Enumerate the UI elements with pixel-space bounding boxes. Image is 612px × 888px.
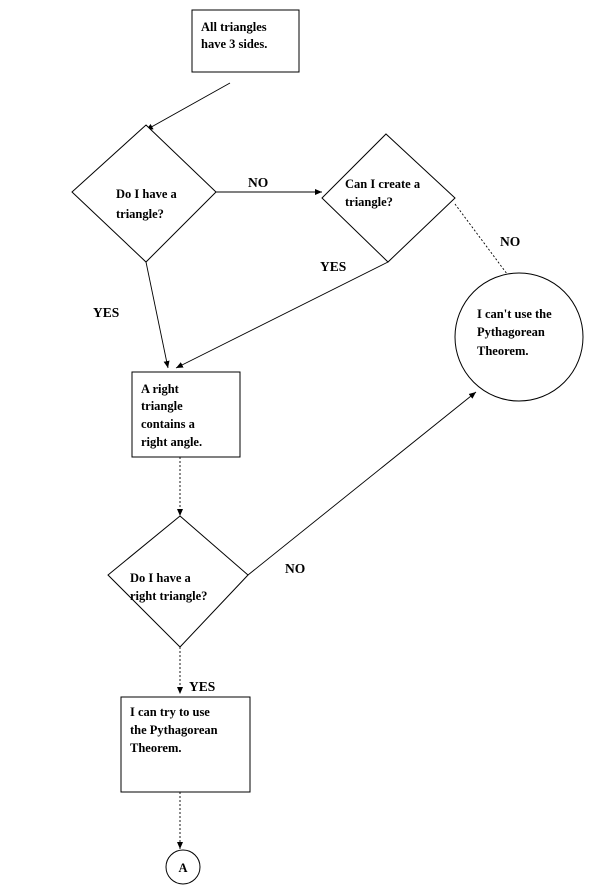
connector-a-label: A	[178, 861, 188, 875]
decision-have-triangle-line-2: triangle?	[116, 207, 164, 221]
terminal-cant-use-line-1: I can't use the	[477, 307, 552, 321]
connector-a	[166, 850, 200, 884]
decision-have-right-triangle-line-1: Do I have a	[130, 571, 191, 585]
terminal-cant-use-line-2: Pythagorean	[477, 325, 545, 339]
edge-label-yes-from-create: YES	[320, 259, 347, 274]
node-try-use-line-1: I can try to use	[130, 705, 210, 719]
edge-label-no-to-create: NO	[248, 175, 269, 190]
decision-have-triangle-line-1: Do I have a	[116, 187, 177, 201]
node-right-angle-line-3: contains a	[141, 417, 195, 431]
node-start-line-2: have 3 sides.	[201, 37, 268, 51]
node-right-angle	[132, 372, 240, 457]
decision-create-triangle-line-1: Can I create a	[345, 177, 421, 191]
node-start-line-1: All triangles	[201, 20, 267, 34]
decision-have-right-triangle-line-2: right triangle?	[130, 589, 208, 603]
edge-label-yes-from-right: YES	[189, 679, 216, 694]
node-try-use-line-3: Theorem.	[130, 741, 182, 755]
node-right-angle-line-4: right angle.	[141, 435, 203, 449]
edge-create-to-right-angle	[176, 262, 388, 368]
edge-label-no-to-cant: NO	[500, 234, 521, 249]
node-start	[192, 10, 299, 72]
edge-have-to-right-angle	[146, 262, 168, 368]
terminal-cant-use	[455, 273, 583, 401]
node-try-use	[121, 697, 250, 792]
edge-label-no-from-right: NO	[285, 561, 306, 576]
terminal-cant-use-line-3: Theorem.	[477, 344, 529, 358]
decision-create-triangle-line-2: triangle?	[345, 195, 393, 209]
edge-label-yes-from-have: YES	[93, 305, 120, 320]
decision-have-triangle	[72, 125, 216, 262]
node-right-angle-line-1: A right	[141, 382, 179, 396]
node-right-angle-line-2: triangle	[141, 399, 183, 413]
edge-have-right-to-cant	[248, 392, 476, 575]
decision-have-right-triangle	[108, 516, 248, 647]
edge-start-to-have-triangle	[146, 83, 230, 130]
node-try-use-line-2: the Pythagorean	[130, 723, 218, 737]
decision-create-triangle	[322, 134, 455, 262]
